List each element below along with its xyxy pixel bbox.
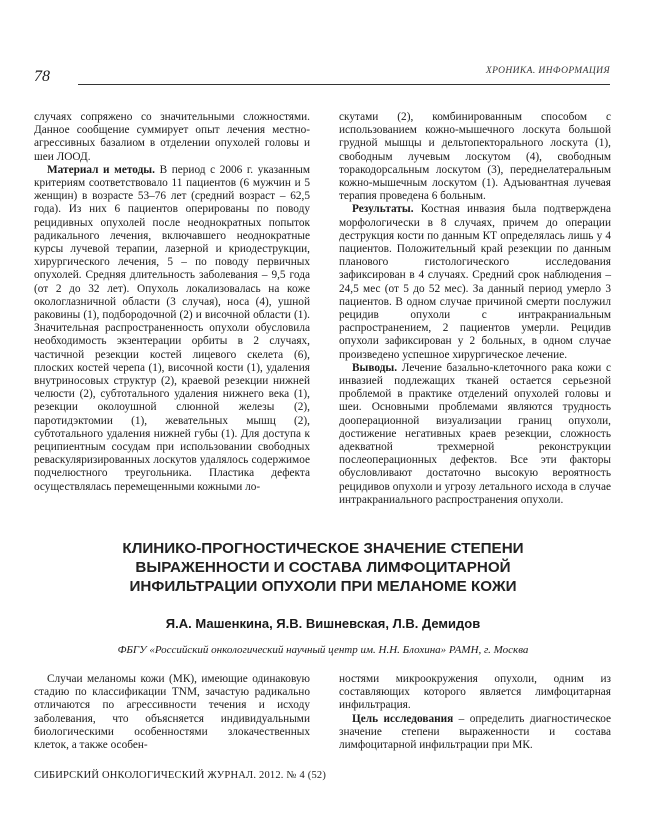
journal-footer: СИБИРСКИЙ ОНКОЛОГИЧЕСКИЙ ЖУРНАЛ. 2012. № 4 (52)	[34, 770, 327, 781]
aim-heading: Цель исследования	[352, 712, 454, 725]
title-line: КЛИНИКО-ПРОГНОСТИЧЕСКОЕ ЗНАЧЕНИЕ СТЕПЕНИ	[122, 540, 524, 557]
aim-paragraph	[339, 713, 611, 753]
title-line: ВЫРАЖЕННОСТИ И СОСТАВА ЛИМФОЦИТАРНОЙ	[135, 559, 511, 576]
left-column-top	[34, 111, 310, 494]
running-header: ХРОНИКА. ИНФОРМАЦИЯ	[485, 66, 610, 76]
right-column-bottom	[339, 673, 611, 752]
affiliation: ФБГУ «Российский онкологический научный центр им. Н.Н. Блохина» РАМН, г. Москва	[117, 644, 529, 656]
results-heading: Результаты.	[352, 203, 414, 216]
authors: Я.А. Машенкина, Я.В. Вишневская, Л.В. Демидов	[165, 616, 481, 631]
left-column-bottom	[34, 673, 310, 752]
conclusions-heading: Выводы.	[352, 361, 398, 374]
methods-heading: Материал и методы.	[47, 163, 155, 176]
article-intro-paragraph: Случаи меланомы кожи (МК), имеющие одинаковую стадию по классификации TNM, зачастую радикально отличаются по агрессивности течения и исходу заболевания, что объясняется индивидуальными биологическими особенностями злокачественных клеток, а также особен-	[34, 673, 310, 752]
conclusions-paragraph	[339, 362, 611, 507]
intro-paragraph: случаях сопряжено со значительными сложностями. Данное сообщение суммирует опыт лечения местно-агрессивных базалиом в отделении опухолей головы и шеи ЛООД.	[34, 111, 310, 163]
article-title	[40, 539, 606, 596]
results-paragraph	[339, 203, 611, 361]
article-continuation-paragraph: ностями микроокружения опухоли, одним из составляющих которого является лимфоцитарная инфильтрация.	[339, 673, 611, 712]
header-rule	[78, 84, 610, 85]
right-column-top	[339, 111, 611, 507]
methods-text: В период с 2006 г. указанным критериям соответствовало 11 пациентов (6 мужчин и 5 женщин) в возрасте 53–76 лет (средний возраст – 62,5 года). Из них 6 пациентов оперированы по поводу рецидивных опухолей после неоднократных попыток радикального лечения, включавшего неоднократные курсы лучевой терапии, лазерной и криодеструкции, хирургического лечения, 5 – по поводу первичных опухолей. Средняя длительность заболевания – 9,5 года (от 2 до 32 лет). Опухоль локализовалась на коже окологлазничной области (3 случая), носа (4), ушной раковины (1), подбородочной (2) и височной области (1). Значительная распространенность опухоли обусловила необходимость экзентерации орбиты в 2 случаях, частичной резекции костей лицевого скелета (6), плоских костей черепа (1), височной кости (1), удаления внутриносовых структур (2), краевой резекции нижней челюсти (2), субтотального удаления нижнего века (1), резекции околоушной слюнной железы (2), паротидэктомии (1), жевательных мышц (2), субтотального удаления нижней губы (1). Для доступа к реципиентным сосудам при использовании свободных реваскуляризированных лоскутов удалялось содержимое подчелюстного треугольника. Пластика дефекта осуществлялась перемещенными кожными ло-	[34, 163, 310, 493]
page-number: 78	[34, 68, 50, 85]
methods-paragraph	[34, 164, 310, 494]
conclusions-text: Лечение базально-клеточного рака кожи с инвазией подлежащих тканей остается серьезной проблемой в практике отделений опухолей головы и шеи. Основными проблемами являются трудность дооперационной визуализации границ опухоли, достижение негативных краев резекции, сложность адекватной трехмерной реконструкции послеоперационных дефектов. Все эти факторы обусловливают достаточно высокую вероятность рецидивов опухоли и угрозу летального исхода в случае интракраниального распространения опухоли.	[339, 361, 611, 506]
continuation-paragraph: скутами (2), комбинированным способом с использованием кожно-мышечного лоскута большой грудной мышцы и дельтопекторального лоскута (1), свободным лучевым лоскутом (4), свободным торакодорсальным лоскутом (3), переднелатеральным кожно-мышечным лоскутом (1). Адъювантная лучевая терапия проведена 6 больным.	[339, 111, 611, 203]
results-text: Костная инвазия была подтверждена морфологически в 8 случаях, причем до операции деструкция кости по данным КТ определялась лишь у 4 пациентов. Положительный край резекции по данным планового гистологического исследования зафиксирован в 4 случаях. Средний срок наблюдения – 24,5 мес (от 5 до 52 мес). За данный период умерло 3 пациентов. В одном случае причиной смерти послужил рецидив опухоли с интракраниальным распространением, 2 пациентов умерли. Рецидив опухоли зафиксирован у 2 больных, в одном случае произведено успешное хирургическое лечение.	[339, 203, 611, 361]
title-line: ИНФИЛЬТРАЦИИ ОПУХОЛИ ПРИ МЕЛАНОМЕ КОЖИ	[129, 578, 517, 595]
aim-text: – определить диагностическое значение степени выраженности и состава лимфоцитарной инфильтрации при МК.	[339, 712, 611, 752]
